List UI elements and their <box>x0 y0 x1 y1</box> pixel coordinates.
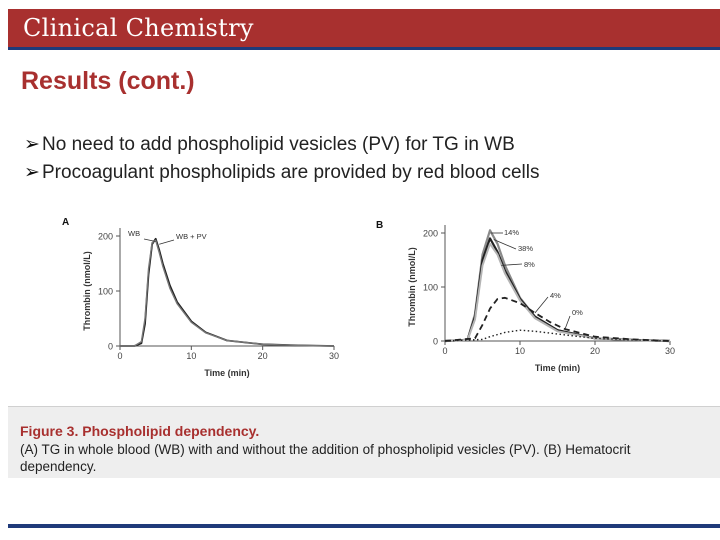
chart-panel-b <box>370 215 690 390</box>
x-tick-label: 20 <box>589 346 601 356</box>
journal-title: Clinical Chemistry <box>23 14 254 42</box>
panel-label: B <box>376 220 384 231</box>
x-tick-label: 10 <box>186 351 197 361</box>
header-divider <box>8 47 720 50</box>
y-tick-label: 100 <box>422 282 438 293</box>
x-tick-label: 0 <box>117 351 123 361</box>
series-annotation-label: 14% <box>504 228 520 237</box>
slide-title: Results (cont.) <box>21 67 195 95</box>
x-tick-label: 10 <box>514 346 526 356</box>
panel-label: A <box>62 217 70 228</box>
series-line <box>120 240 334 346</box>
y-tick-label: 200 <box>97 231 113 242</box>
bullet-text: Procoagulant phospholipids are provided by red blood cells <box>42 162 540 183</box>
series-annotation-label: WB + PV <box>176 232 207 241</box>
y-tick-label: 100 <box>97 286 113 297</box>
x-tick-label: 20 <box>257 351 268 361</box>
series-annotation-label: 4% <box>550 291 561 300</box>
x-tick-label: 0 <box>442 346 448 356</box>
journal-header-bar <box>8 9 720 47</box>
arrow-bullet-icon: ➢ <box>24 134 40 155</box>
series-line <box>445 298 670 341</box>
footer-divider <box>8 524 720 528</box>
bullet-text: No need to add phospholipid vesicles (PV) for TG in WB <box>42 134 515 155</box>
x-tick-label: 30 <box>328 351 340 361</box>
x-tick-label: 30 <box>664 346 676 356</box>
series-annotation-label: 8% <box>524 260 535 269</box>
x-axis-title: Time (min) <box>534 363 581 373</box>
figure-caption-box <box>8 406 720 478</box>
y-axis-title: Thrombin (nmol/L) <box>407 247 417 327</box>
annotation-pointer-line <box>565 316 570 329</box>
chart-panel-a <box>58 212 353 387</box>
series-annotation-label: WB <box>128 229 141 238</box>
y-axis-title: Thrombin (nmol/L) <box>82 251 92 331</box>
bullet-list <box>24 131 540 187</box>
x-axis-title: Time (min) <box>204 368 250 378</box>
bullet-item <box>24 131 540 159</box>
series-annotation-label: 38% <box>518 244 534 253</box>
bullet-item <box>24 159 540 187</box>
annotation-pointer-line <box>535 297 548 313</box>
arrow-bullet-icon: ➢ <box>24 162 40 183</box>
annotation-pointer-line <box>159 240 174 244</box>
y-tick-label: 200 <box>422 228 438 239</box>
caption-body: (A) TG in whole blood (WB) with and without the addition of phospholipid vesicles (PV). (B) Hematocrit dependency. <box>20 442 631 474</box>
y-tick-label: 0 <box>107 341 113 352</box>
series-line <box>120 239 334 346</box>
y-tick-label: 0 <box>432 336 438 347</box>
caption-title: Figure 3. Phospholipid dependency. <box>20 423 260 439</box>
series-annotation-label: 0% <box>572 308 583 317</box>
